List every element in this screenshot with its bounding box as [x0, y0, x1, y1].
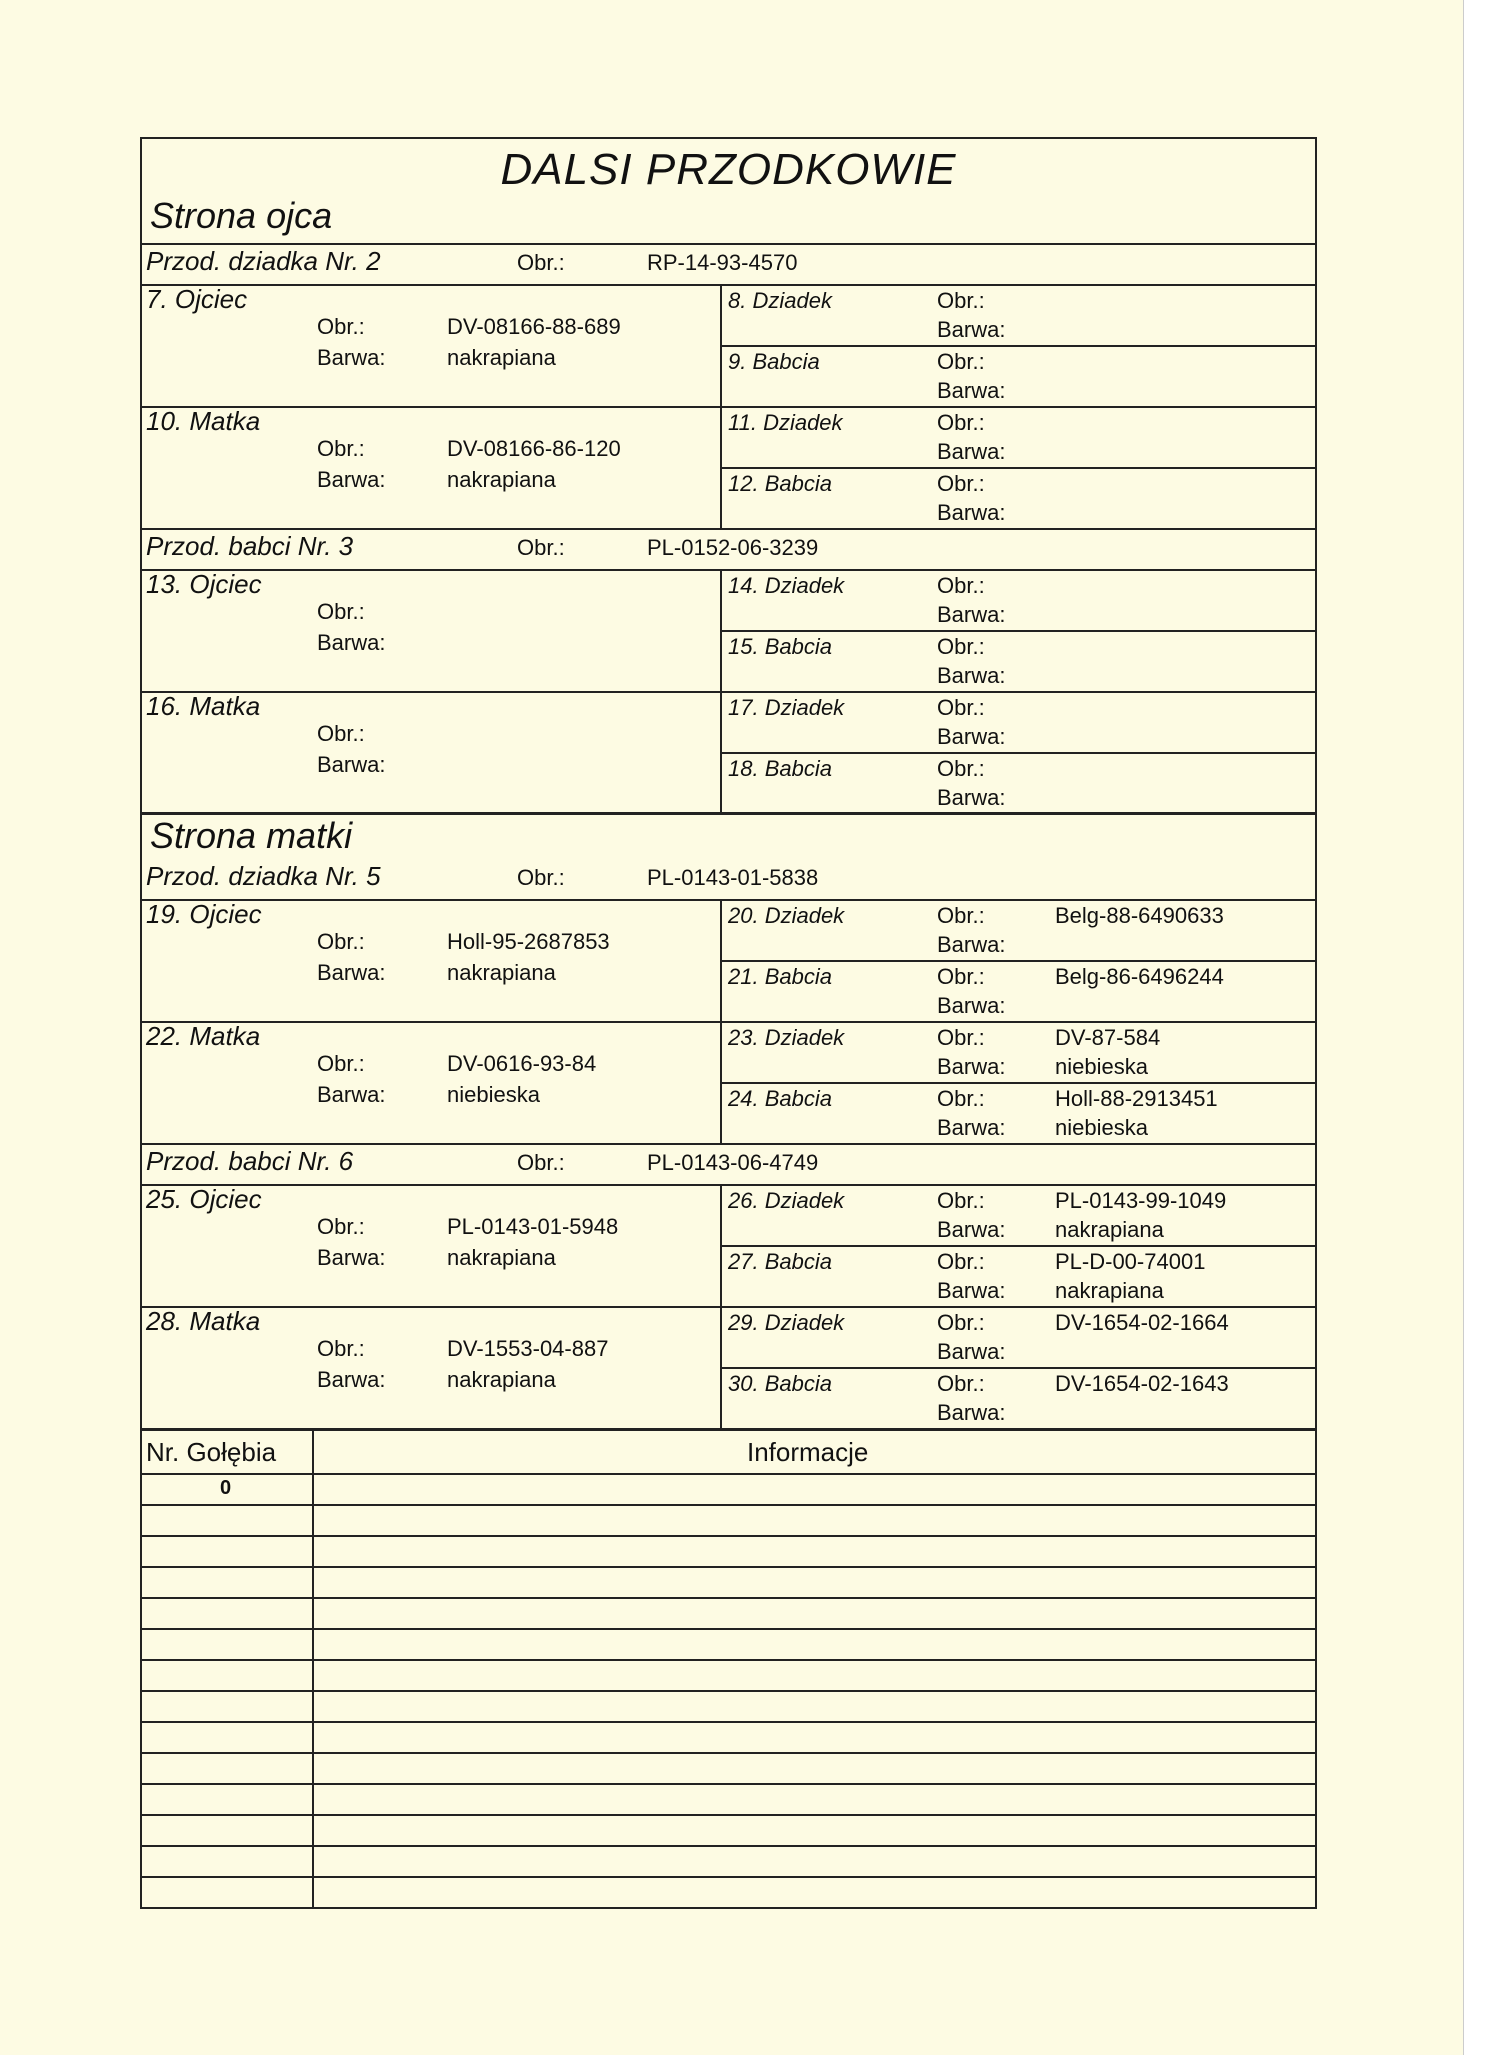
barwa-label: Barwa: — [937, 500, 1006, 525]
color-value: niebieska — [1055, 1115, 1148, 1140]
ring-number: DV-87-584 — [1055, 1025, 1161, 1050]
obr-label: Obr.: — [937, 573, 985, 598]
ancestor-label: 8. Dziadek — [728, 288, 832, 313]
divider-line — [142, 1504, 1315, 1506]
ancestor-label: 26. Dziadek — [728, 1188, 845, 1213]
barwa-label: Barwa: — [937, 1054, 1006, 1079]
ancestor-label: 24. Babcia — [728, 1086, 832, 1111]
ancestor-label: 29. Dziadek — [728, 1310, 845, 1335]
barwa-label: Barwa: — [937, 378, 1006, 403]
ring-number: DV-0616-93-84 — [447, 1051, 597, 1076]
divider-line — [720, 1245, 1315, 1247]
obr-label: Obr.: — [937, 1249, 985, 1274]
barwa-label: Barwa: — [937, 663, 1006, 688]
ancestor-label: 10. Matka — [146, 406, 261, 436]
divider-line — [142, 528, 1315, 530]
barwa-label: Barwa: — [937, 785, 1006, 810]
divider-line — [142, 1814, 1315, 1816]
obr-label: Obr.: — [317, 314, 365, 339]
divider-line — [720, 1021, 1315, 1023]
barwa-label: Barwa: — [937, 993, 1006, 1018]
barwa-label: Barwa: — [317, 1082, 386, 1107]
divider-line — [142, 813, 1315, 815]
ring-number: DV-08166-88-689 — [447, 314, 621, 339]
obr-label: Obr.: — [317, 721, 365, 746]
obr-label: Obr.: — [937, 756, 985, 781]
ancestor-label: 22. Matka — [146, 1021, 261, 1051]
ancestor-group-heading: Przod. dziadka Nr. 2 — [146, 246, 381, 276]
barwa-label: Barwa: — [317, 960, 386, 985]
color-value: nakrapiana — [447, 467, 556, 492]
ring-number: PL-0143-99-1049 — [1055, 1188, 1227, 1213]
ancestor-label: 23. Dziadek — [728, 1025, 845, 1050]
obr-label: Obr.: — [517, 865, 565, 890]
obr-label: Obr.: — [937, 1310, 985, 1335]
color-value: nakrapiana — [447, 1245, 556, 1270]
color-value: niebieska — [447, 1082, 540, 1107]
ancestor-label: 28. Matka — [146, 1306, 261, 1336]
barwa-label: Barwa: — [937, 1400, 1006, 1425]
barwa-label: Barwa: — [317, 1245, 386, 1270]
obr-label: Obr.: — [937, 471, 985, 496]
divider-line — [720, 960, 1315, 962]
section-heading-mother: Strona matki — [150, 815, 353, 856]
divider-line — [720, 1367, 1315, 1369]
barwa-label: Barwa: — [937, 602, 1006, 627]
barwa-label: Barwa: — [937, 439, 1006, 464]
ancestor-group-heading: Przod. babci Nr. 6 — [146, 1146, 354, 1176]
ancestor-label: 14. Dziadek — [728, 573, 845, 598]
obr-label: Obr.: — [317, 599, 365, 624]
barwa-label: Barwa: — [937, 932, 1006, 957]
divider-line — [720, 345, 1315, 347]
color-value: nakrapiana — [447, 1367, 556, 1392]
ring-number: DV-1654-02-1664 — [1055, 1310, 1229, 1335]
divider-line — [142, 1783, 1315, 1785]
section-heading-father: Strona ojca — [150, 195, 333, 236]
divider-line — [720, 1082, 1315, 1084]
ring-number: PL-0143-01-5948 — [447, 1214, 619, 1239]
obr-label: Obr.: — [937, 634, 985, 659]
ring-number: PL-D-00-74001 — [1055, 1249, 1206, 1274]
color-value: nakrapiana — [1055, 1217, 1164, 1242]
ancestor-label: 19. Ojciec — [146, 899, 262, 929]
obr-label: Obr.: — [937, 288, 985, 313]
divider-line — [142, 1566, 1315, 1568]
divider-line — [142, 1690, 1315, 1692]
ring-number: Holl-88-2913451 — [1055, 1086, 1218, 1111]
ancestor-group-heading: Przod. dziadka Nr. 5 — [146, 861, 381, 891]
ancestor-label: 16. Matka — [146, 691, 261, 721]
pigeon-number-cell: 0 — [220, 1477, 232, 1499]
barwa-label: Barwa: — [317, 345, 386, 370]
divider-line — [720, 1306, 1315, 1308]
divider-line — [142, 284, 1315, 286]
ancestor-label: 7. Ojciec — [146, 284, 248, 314]
divider-line — [720, 406, 1315, 408]
obr-label: Obr.: — [317, 929, 365, 954]
color-value: niebieska — [1055, 1054, 1148, 1079]
ancestor-label: 15. Babcia — [728, 634, 832, 659]
color-value: nakrapiana — [447, 960, 556, 985]
barwa-label: Barwa: — [937, 1217, 1006, 1242]
divider-line — [142, 1143, 1315, 1145]
ancestor-label: 12. Babcia — [728, 471, 832, 496]
obr-label: Obr.: — [937, 964, 985, 989]
barwa-label: Barwa: — [937, 1278, 1006, 1303]
divider-line — [720, 467, 1315, 469]
obr-label: Obr.: — [317, 1051, 365, 1076]
ring-number: DV-1553-04-887 — [447, 1336, 609, 1361]
divider-line — [720, 691, 1315, 693]
divider-line — [142, 1429, 1315, 1431]
divider-line — [142, 1535, 1315, 1537]
obr-label: Obr.: — [937, 903, 985, 928]
form-title: DALSI PRZODKOWIE — [500, 145, 957, 194]
divider-line — [142, 1184, 1315, 1186]
divider-line — [142, 1845, 1315, 1847]
obr-label: Obr.: — [937, 349, 985, 374]
obr-label: Obr.: — [937, 1086, 985, 1111]
obr-label: Obr.: — [317, 436, 365, 461]
color-value: nakrapiana — [447, 345, 556, 370]
divider-line — [312, 1429, 314, 1907]
ancestor-label: 21. Babcia — [728, 964, 832, 989]
ring-number: DV-1654-02-1643 — [1055, 1371, 1229, 1396]
ring-number: Holl-95-2687853 — [447, 929, 610, 954]
ancestor-label: 27. Babcia — [728, 1249, 832, 1274]
obr-label: Obr.: — [937, 1188, 985, 1213]
group-ring-number: PL-0143-06-4749 — [647, 1150, 819, 1175]
barwa-label: Barwa: — [937, 317, 1006, 342]
color-value: nakrapiana — [1055, 1278, 1164, 1303]
obr-label: Obr.: — [317, 1336, 365, 1361]
ancestor-label: 20. Dziadek — [728, 903, 845, 928]
divider-line — [142, 899, 1315, 901]
ancestor-label: 18. Babcia — [728, 756, 832, 781]
divider-line — [142, 1473, 1315, 1475]
divider-line — [142, 243, 1315, 245]
barwa-label: Barwa: — [937, 1339, 1006, 1364]
ancestor-label: 30. Babcia — [728, 1371, 832, 1396]
obr-label: Obr.: — [937, 1025, 985, 1050]
ancestor-group-heading: Przod. babci Nr. 3 — [146, 531, 354, 561]
barwa-label: Barwa: — [317, 630, 386, 655]
ring-number: DV-08166-86-120 — [447, 436, 621, 461]
divider-line — [720, 752, 1315, 754]
divider-line — [142, 1628, 1315, 1630]
column-header-information: Informacje — [747, 1437, 869, 1467]
ancestor-label: 17. Dziadek — [728, 695, 845, 720]
obr-label: Obr.: — [317, 1214, 365, 1239]
barwa-label: Barwa: — [937, 724, 1006, 749]
barwa-label: Barwa: — [317, 752, 386, 777]
ancestor-label: 13. Ojciec — [146, 569, 262, 599]
group-ring-number: PL-0152-06-3239 — [647, 535, 819, 560]
obr-label: Obr.: — [517, 1150, 565, 1175]
obr-label: Obr.: — [937, 410, 985, 435]
divider-line — [142, 1721, 1315, 1723]
ancestor-label: 11. Dziadek — [728, 410, 843, 435]
divider-line — [142, 1876, 1315, 1878]
ring-number: Belg-86-6496244 — [1055, 964, 1224, 989]
obr-label: Obr.: — [517, 250, 565, 275]
obr-label: Obr.: — [937, 1371, 985, 1396]
obr-label: Obr.: — [937, 695, 985, 720]
divider-line — [142, 1659, 1315, 1661]
page-edge — [1463, 0, 1500, 2055]
group-ring-number: PL-0143-01-5838 — [647, 865, 819, 890]
divider-line — [142, 1752, 1315, 1754]
barwa-label: Barwa: — [937, 1115, 1006, 1140]
column-header-pigeon-number: Nr. Gołębia — [146, 1437, 277, 1467]
obr-label: Obr.: — [517, 535, 565, 560]
ancestors-form — [140, 137, 1317, 1909]
ring-number: Belg-88-6490633 — [1055, 903, 1224, 928]
group-ring-number: RP-14-93-4570 — [647, 250, 798, 275]
ancestor-label: 25. Ojciec — [146, 1184, 262, 1214]
divider-line — [142, 1597, 1315, 1599]
ancestor-label: 9. Babcia — [728, 349, 820, 374]
barwa-label: Barwa: — [317, 1367, 386, 1392]
divider-line — [720, 630, 1315, 632]
divider-line — [142, 569, 1315, 571]
barwa-label: Barwa: — [317, 467, 386, 492]
